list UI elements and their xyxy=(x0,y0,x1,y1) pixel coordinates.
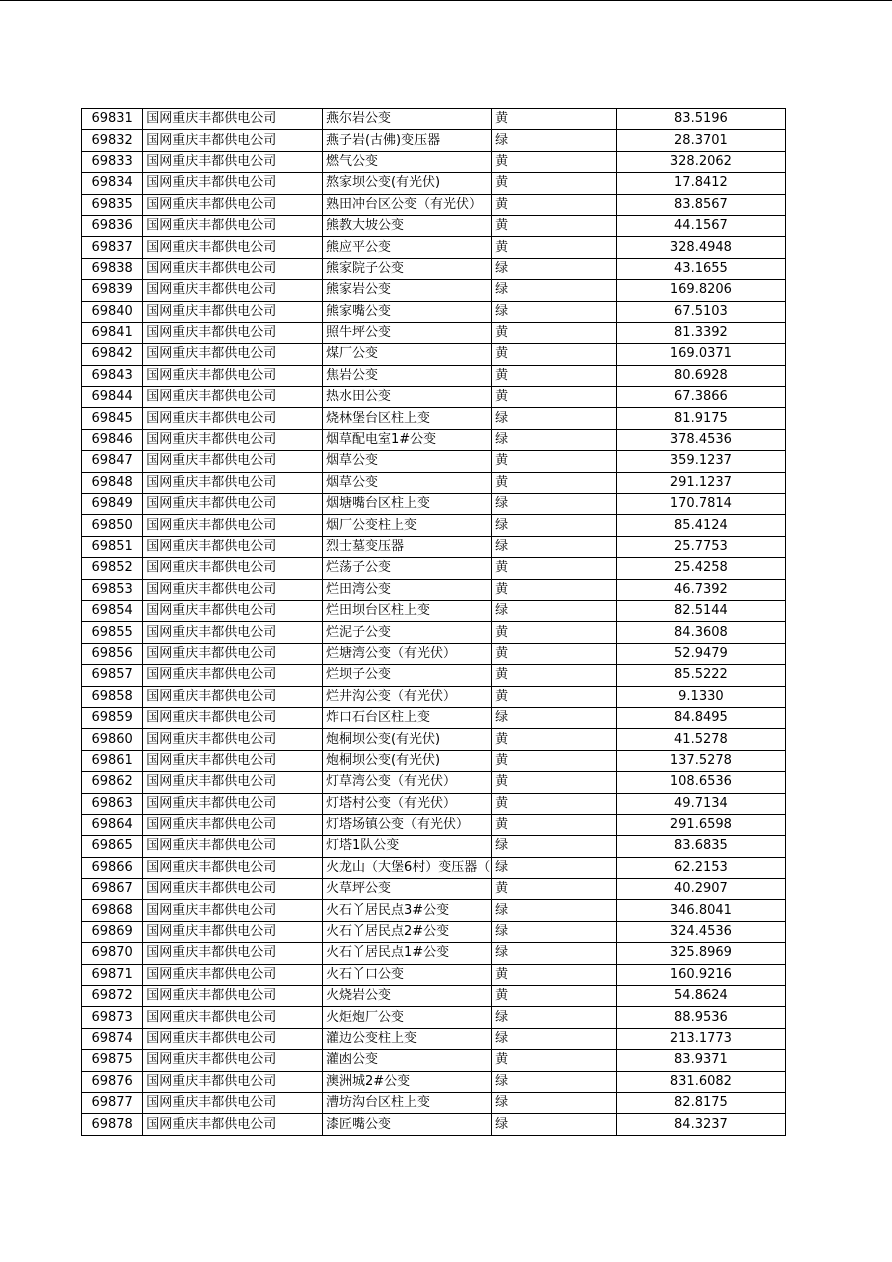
row-id-cell: 69854 xyxy=(82,600,143,621)
color-status-cell: 黄 xyxy=(492,643,617,664)
color-status-cell: 黄 xyxy=(492,686,617,707)
color-status-cell: 黄 xyxy=(492,215,617,236)
transformer-name-cell: 烟塘嘴台区柱上变 xyxy=(322,494,491,515)
transformer-name-cell: 烂荡子公变 xyxy=(322,558,491,579)
transformer-name-cell: 烂田湾公变 xyxy=(322,579,491,600)
value-cell: 9.1330 xyxy=(616,686,785,707)
color-status-cell: 绿 xyxy=(492,429,617,450)
value-cell: 291.6598 xyxy=(616,814,785,835)
color-status-cell: 黄 xyxy=(492,986,617,1007)
value-cell: 25.7753 xyxy=(616,536,785,557)
table-row xyxy=(82,1007,786,1028)
color-status-cell: 绿 xyxy=(492,1071,617,1092)
company-cell: 国网重庆丰都供电公司 xyxy=(143,686,323,707)
color-status-cell: 黄 xyxy=(492,237,617,258)
table-row xyxy=(82,943,786,964)
company-cell: 国网重庆丰都供电公司 xyxy=(143,558,323,579)
company-cell: 国网重庆丰都供电公司 xyxy=(143,857,323,878)
table-row xyxy=(82,921,786,942)
value-cell: 325.8969 xyxy=(616,943,785,964)
row-id-cell: 69832 xyxy=(82,130,143,151)
transformer-name-cell: 熬家坝公变(有光伏) xyxy=(322,173,491,194)
transformer-name-cell: 火石丫居民点1#公变 xyxy=(322,943,491,964)
row-id-cell: 69856 xyxy=(82,643,143,664)
transformer-name-cell: 火烧岩公变 xyxy=(322,986,491,1007)
row-id-cell: 69849 xyxy=(82,494,143,515)
table-row xyxy=(82,814,786,835)
transformer-name-cell: 漕坊沟台区柱上变 xyxy=(322,1092,491,1113)
color-status-cell: 黄 xyxy=(492,750,617,771)
row-id-cell: 69859 xyxy=(82,707,143,728)
color-status-cell: 绿 xyxy=(492,536,617,557)
value-cell: 81.9175 xyxy=(616,408,785,429)
company-cell: 国网重庆丰都供电公司 xyxy=(143,408,323,429)
table-row xyxy=(82,622,786,643)
color-status-cell: 黄 xyxy=(492,579,617,600)
value-cell: 80.6928 xyxy=(616,365,785,386)
row-id-cell: 69873 xyxy=(82,1007,143,1028)
transformer-name-cell: 烂田坝台区柱上变 xyxy=(322,600,491,621)
table-row xyxy=(82,515,786,536)
table-row xyxy=(82,237,786,258)
row-id-cell: 69874 xyxy=(82,1028,143,1049)
table-row xyxy=(82,836,786,857)
row-id-cell: 69839 xyxy=(82,280,143,301)
value-cell: 83.9371 xyxy=(616,1050,785,1071)
color-status-cell: 黄 xyxy=(492,151,617,172)
company-cell: 国网重庆丰都供电公司 xyxy=(143,536,323,557)
color-status-cell: 绿 xyxy=(492,943,617,964)
table-row xyxy=(82,579,786,600)
row-id-cell: 69862 xyxy=(82,772,143,793)
row-id-cell: 69858 xyxy=(82,686,143,707)
value-cell: 62.2153 xyxy=(616,857,785,878)
row-id-cell: 69866 xyxy=(82,857,143,878)
table-row xyxy=(82,536,786,557)
row-id-cell: 69851 xyxy=(82,536,143,557)
value-cell: 378.4536 xyxy=(616,429,785,450)
color-status-cell: 黄 xyxy=(492,558,617,579)
company-cell: 国网重庆丰都供电公司 xyxy=(143,836,323,857)
color-status-cell: 黄 xyxy=(492,173,617,194)
row-id-cell: 69857 xyxy=(82,665,143,686)
company-cell: 国网重庆丰都供电公司 xyxy=(143,515,323,536)
row-id-cell: 69840 xyxy=(82,301,143,322)
value-cell: 67.5103 xyxy=(616,301,785,322)
color-status-cell: 绿 xyxy=(492,280,617,301)
value-cell: 84.3237 xyxy=(616,1114,785,1135)
transformer-name-cell: 澳洲城2#公变 xyxy=(322,1071,491,1092)
table-row xyxy=(82,408,786,429)
transformer-name-cell: 火石丫居民点3#公变 xyxy=(322,900,491,921)
company-cell: 国网重庆丰都供电公司 xyxy=(143,151,323,172)
transformer-name-cell: 火草坪公变 xyxy=(322,879,491,900)
transformer-name-cell: 熟田冲台区公变（有光伏） xyxy=(322,194,491,215)
company-cell: 国网重庆丰都供电公司 xyxy=(143,921,323,942)
transformer-name-cell: 灌边公变柱上变 xyxy=(322,1028,491,1049)
row-id-cell: 69838 xyxy=(82,258,143,279)
color-status-cell: 绿 xyxy=(492,600,617,621)
transformer-name-cell: 烧林堡台区柱上变 xyxy=(322,408,491,429)
transformer-name-cell: 火石丫口公变 xyxy=(322,964,491,985)
table-row xyxy=(82,151,786,172)
table-row xyxy=(82,1028,786,1049)
row-id-cell: 69876 xyxy=(82,1071,143,1092)
table-row xyxy=(82,729,786,750)
transformer-name-cell: 火石丫居民点2#公变 xyxy=(322,921,491,942)
table-row xyxy=(82,109,786,130)
company-cell: 国网重庆丰都供电公司 xyxy=(143,772,323,793)
color-status-cell: 黄 xyxy=(492,964,617,985)
color-status-cell: 黄 xyxy=(492,344,617,365)
table-row xyxy=(82,1071,786,1092)
transformer-name-cell: 焦岩公变 xyxy=(322,365,491,386)
company-cell: 国网重庆丰都供电公司 xyxy=(143,258,323,279)
company-cell: 国网重庆丰都供电公司 xyxy=(143,1092,323,1113)
table-row xyxy=(82,900,786,921)
company-cell: 国网重庆丰都供电公司 xyxy=(143,173,323,194)
company-cell: 国网重庆丰都供电公司 xyxy=(143,494,323,515)
row-id-cell: 69871 xyxy=(82,964,143,985)
transformer-name-cell: 烟草公变 xyxy=(322,472,491,493)
row-id-cell: 69868 xyxy=(82,900,143,921)
company-cell: 国网重庆丰都供电公司 xyxy=(143,643,323,664)
table-row xyxy=(82,665,786,686)
value-cell: 82.5144 xyxy=(616,600,785,621)
company-cell: 国网重庆丰都供电公司 xyxy=(143,215,323,236)
row-id-cell: 69860 xyxy=(82,729,143,750)
value-cell: 52.9479 xyxy=(616,643,785,664)
color-status-cell: 绿 xyxy=(492,301,617,322)
row-id-cell: 69845 xyxy=(82,408,143,429)
table-body xyxy=(82,109,786,1136)
company-cell: 国网重庆丰都供电公司 xyxy=(143,879,323,900)
transformer-name-cell: 烟厂公变柱上变 xyxy=(322,515,491,536)
transformer-name-cell: 灯塔1队公变 xyxy=(322,836,491,857)
transformer-name-cell: 燃气公变 xyxy=(322,151,491,172)
company-cell: 国网重庆丰都供电公司 xyxy=(143,472,323,493)
transformer-name-cell: 灯塔村公变（有光伏） xyxy=(322,793,491,814)
company-cell: 国网重庆丰都供电公司 xyxy=(143,365,323,386)
table-row xyxy=(82,451,786,472)
company-cell: 国网重庆丰都供电公司 xyxy=(143,986,323,1007)
color-status-cell: 黄 xyxy=(492,1050,617,1071)
color-status-cell: 黄 xyxy=(492,665,617,686)
value-cell: 213.1773 xyxy=(616,1028,785,1049)
transformer-name-cell: 灯塔场镇公变（有光伏） xyxy=(322,814,491,835)
row-id-cell: 69863 xyxy=(82,793,143,814)
value-cell: 81.3392 xyxy=(616,322,785,343)
transformer-name-cell: 熊应平公变 xyxy=(322,237,491,258)
value-cell: 108.6536 xyxy=(616,772,785,793)
value-cell: 169.0371 xyxy=(616,344,785,365)
row-id-cell: 69869 xyxy=(82,921,143,942)
value-cell: 831.6082 xyxy=(616,1071,785,1092)
company-cell: 国网重庆丰都供电公司 xyxy=(143,600,323,621)
company-cell: 国网重庆丰都供电公司 xyxy=(143,109,323,130)
table-row xyxy=(82,194,786,215)
value-cell: 328.2062 xyxy=(616,151,785,172)
company-cell: 国网重庆丰都供电公司 xyxy=(143,964,323,985)
table-row xyxy=(82,1092,786,1113)
table-row xyxy=(82,344,786,365)
color-status-cell: 绿 xyxy=(492,900,617,921)
table-row xyxy=(82,1050,786,1071)
company-cell: 国网重庆丰都供电公司 xyxy=(143,579,323,600)
row-id-cell: 69842 xyxy=(82,344,143,365)
company-cell: 国网重庆丰都供电公司 xyxy=(143,429,323,450)
row-id-cell: 69861 xyxy=(82,750,143,771)
company-cell: 国网重庆丰都供电公司 xyxy=(143,665,323,686)
row-id-cell: 69855 xyxy=(82,622,143,643)
transformer-name-cell: 燕子岩(古佛)变压器 xyxy=(322,130,491,151)
value-cell: 160.9216 xyxy=(616,964,785,985)
table-row xyxy=(82,387,786,408)
company-cell: 国网重庆丰都供电公司 xyxy=(143,130,323,151)
table-row xyxy=(82,258,786,279)
table-row xyxy=(82,365,786,386)
company-cell: 国网重庆丰都供电公司 xyxy=(143,943,323,964)
color-status-cell: 黄 xyxy=(492,451,617,472)
color-status-cell: 绿 xyxy=(492,408,617,429)
transformer-name-cell: 烟草公变 xyxy=(322,451,491,472)
company-cell: 国网重庆丰都供电公司 xyxy=(143,814,323,835)
transformer-name-cell: 炮桐坝公变(有光伏) xyxy=(322,729,491,750)
color-status-cell: 黄 xyxy=(492,194,617,215)
row-id-cell: 69852 xyxy=(82,558,143,579)
value-cell: 43.1655 xyxy=(616,258,785,279)
table-row xyxy=(82,964,786,985)
table-row xyxy=(82,280,786,301)
value-cell: 83.6835 xyxy=(616,836,785,857)
table-row xyxy=(82,643,786,664)
row-id-cell: 69837 xyxy=(82,237,143,258)
value-cell: 291.1237 xyxy=(616,472,785,493)
row-id-cell: 69853 xyxy=(82,579,143,600)
company-cell: 国网重庆丰都供电公司 xyxy=(143,1071,323,1092)
value-cell: 170.7814 xyxy=(616,494,785,515)
value-cell: 346.8041 xyxy=(616,900,785,921)
transformer-name-cell: 熊家院子公变 xyxy=(322,258,491,279)
transformer-name-cell: 烂泥子公变 xyxy=(322,622,491,643)
transformer-name-cell: 热水田公变 xyxy=(322,387,491,408)
table-row xyxy=(82,857,786,878)
transformer-name-cell: 燕尔岩公变 xyxy=(322,109,491,130)
color-status-cell: 绿 xyxy=(492,1007,617,1028)
table-row xyxy=(82,750,786,771)
row-id-cell: 69831 xyxy=(82,109,143,130)
table-row xyxy=(82,472,786,493)
color-status-cell: 绿 xyxy=(492,921,617,942)
company-cell: 国网重庆丰都供电公司 xyxy=(143,622,323,643)
value-cell: 49.7134 xyxy=(616,793,785,814)
color-status-cell: 绿 xyxy=(492,258,617,279)
company-cell: 国网重庆丰都供电公司 xyxy=(143,344,323,365)
table-row xyxy=(82,879,786,900)
company-cell: 国网重庆丰都供电公司 xyxy=(143,280,323,301)
table-row xyxy=(82,707,786,728)
value-cell: 44.1567 xyxy=(616,215,785,236)
company-cell: 国网重庆丰都供电公司 xyxy=(143,1028,323,1049)
row-id-cell: 69846 xyxy=(82,429,143,450)
row-id-cell: 69870 xyxy=(82,943,143,964)
company-cell: 国网重庆丰都供电公司 xyxy=(143,1114,323,1135)
data-table xyxy=(81,108,786,1136)
table-row xyxy=(82,558,786,579)
color-status-cell: 黄 xyxy=(492,472,617,493)
row-id-cell: 69850 xyxy=(82,515,143,536)
value-cell: 28.3701 xyxy=(616,130,785,151)
value-cell: 85.4124 xyxy=(616,515,785,536)
value-cell: 169.8206 xyxy=(616,280,785,301)
value-cell: 67.3866 xyxy=(616,387,785,408)
row-id-cell: 69835 xyxy=(82,194,143,215)
company-cell: 国网重庆丰都供电公司 xyxy=(143,1050,323,1071)
transformer-name-cell: 熊教大坡公变 xyxy=(322,215,491,236)
table-row xyxy=(82,429,786,450)
row-id-cell: 69864 xyxy=(82,814,143,835)
company-cell: 国网重庆丰都供电公司 xyxy=(143,387,323,408)
company-cell: 国网重庆丰都供电公司 xyxy=(143,793,323,814)
company-cell: 国网重庆丰都供电公司 xyxy=(143,729,323,750)
transformer-name-cell: 熊家岩公变 xyxy=(322,280,491,301)
transformer-name-cell: 灯草湾公变（有光伏） xyxy=(322,772,491,793)
transformer-name-cell: 火炬炮厂公变 xyxy=(322,1007,491,1028)
color-status-cell: 绿 xyxy=(492,515,617,536)
value-cell: 85.5222 xyxy=(616,665,785,686)
value-cell: 41.5278 xyxy=(616,729,785,750)
value-cell: 83.8567 xyxy=(616,194,785,215)
value-cell: 88.9536 xyxy=(616,1007,785,1028)
color-status-cell: 绿 xyxy=(492,836,617,857)
company-cell: 国网重庆丰都供电公司 xyxy=(143,750,323,771)
table-row xyxy=(82,215,786,236)
color-status-cell: 绿 xyxy=(492,494,617,515)
table-row xyxy=(82,1114,786,1135)
table-row xyxy=(82,322,786,343)
transformer-name-cell: 熊家嘴公变 xyxy=(322,301,491,322)
color-status-cell: 绿 xyxy=(492,707,617,728)
value-cell: 137.5278 xyxy=(616,750,785,771)
transformer-name-cell: 煤厂公变 xyxy=(322,344,491,365)
transformer-name-cell: 烂坝子公变 xyxy=(322,665,491,686)
row-id-cell: 69875 xyxy=(82,1050,143,1071)
color-status-cell: 绿 xyxy=(492,1092,617,1113)
table-row xyxy=(82,173,786,194)
transformer-name-cell: 漆匠嘴公变 xyxy=(322,1114,491,1135)
row-id-cell: 69865 xyxy=(82,836,143,857)
color-status-cell: 黄 xyxy=(492,793,617,814)
value-cell: 54.8624 xyxy=(616,986,785,1007)
transformer-name-cell: 炮桐坝公变(有光伏) xyxy=(322,750,491,771)
transformer-name-cell: 烂井沟公变（有光伏） xyxy=(322,686,491,707)
transformer-name-cell: 烈士墓变压器 xyxy=(322,536,491,557)
transformer-name-cell: 火龙山（大堡6村）变压器（ xyxy=(322,857,491,878)
table-row xyxy=(82,986,786,1007)
color-status-cell: 绿 xyxy=(492,1028,617,1049)
row-id-cell: 69834 xyxy=(82,173,143,194)
value-cell: 324.4536 xyxy=(616,921,785,942)
table-row xyxy=(82,301,786,322)
company-cell: 国网重庆丰都供电公司 xyxy=(143,301,323,322)
color-status-cell: 绿 xyxy=(492,857,617,878)
row-id-cell: 69867 xyxy=(82,879,143,900)
color-status-cell: 黄 xyxy=(492,729,617,750)
value-cell: 84.8495 xyxy=(616,707,785,728)
row-id-cell: 69872 xyxy=(82,986,143,1007)
value-cell: 84.3608 xyxy=(616,622,785,643)
color-status-cell: 黄 xyxy=(492,622,617,643)
company-cell: 国网重庆丰都供电公司 xyxy=(143,900,323,921)
company-cell: 国网重庆丰都供电公司 xyxy=(143,707,323,728)
value-cell: 46.7392 xyxy=(616,579,785,600)
transformer-name-cell: 灌凼公变 xyxy=(322,1050,491,1071)
color-status-cell: 黄 xyxy=(492,365,617,386)
row-id-cell: 69848 xyxy=(82,472,143,493)
company-cell: 国网重庆丰都供电公司 xyxy=(143,237,323,258)
row-id-cell: 69836 xyxy=(82,215,143,236)
company-cell: 国网重庆丰都供电公司 xyxy=(143,194,323,215)
value-cell: 82.8175 xyxy=(616,1092,785,1113)
table-row xyxy=(82,494,786,515)
table-row xyxy=(82,686,786,707)
color-status-cell: 黄 xyxy=(492,879,617,900)
table-row xyxy=(82,793,786,814)
company-cell: 国网重庆丰都供电公司 xyxy=(143,451,323,472)
row-id-cell: 69878 xyxy=(82,1114,143,1135)
row-id-cell: 69877 xyxy=(82,1092,143,1113)
table-row xyxy=(82,130,786,151)
table-row xyxy=(82,600,786,621)
color-status-cell: 黄 xyxy=(492,772,617,793)
transformer-name-cell: 照牛坪公变 xyxy=(322,322,491,343)
row-id-cell: 69833 xyxy=(82,151,143,172)
transformer-name-cell: 烟草配电室1#公变 xyxy=(322,429,491,450)
row-id-cell: 69847 xyxy=(82,451,143,472)
value-cell: 25.4258 xyxy=(616,558,785,579)
row-id-cell: 69843 xyxy=(82,365,143,386)
color-status-cell: 黄 xyxy=(492,814,617,835)
transformer-name-cell: 烂塘湾公变（有光伏） xyxy=(322,643,491,664)
table-row xyxy=(82,772,786,793)
value-cell: 328.4948 xyxy=(616,237,785,258)
page-top-border xyxy=(0,0,892,1)
value-cell: 83.5196 xyxy=(616,109,785,130)
color-status-cell: 黄 xyxy=(492,387,617,408)
value-cell: 17.8412 xyxy=(616,173,785,194)
value-cell: 359.1237 xyxy=(616,451,785,472)
color-status-cell: 绿 xyxy=(492,130,617,151)
value-cell: 40.2907 xyxy=(616,879,785,900)
row-id-cell: 69844 xyxy=(82,387,143,408)
company-cell: 国网重庆丰都供电公司 xyxy=(143,322,323,343)
color-status-cell: 黄 xyxy=(492,109,617,130)
transformer-name-cell: 炸口石台区柱上变 xyxy=(322,707,491,728)
color-status-cell: 绿 xyxy=(492,1114,617,1135)
color-status-cell: 黄 xyxy=(492,322,617,343)
company-cell: 国网重庆丰都供电公司 xyxy=(143,1007,323,1028)
row-id-cell: 69841 xyxy=(82,322,143,343)
